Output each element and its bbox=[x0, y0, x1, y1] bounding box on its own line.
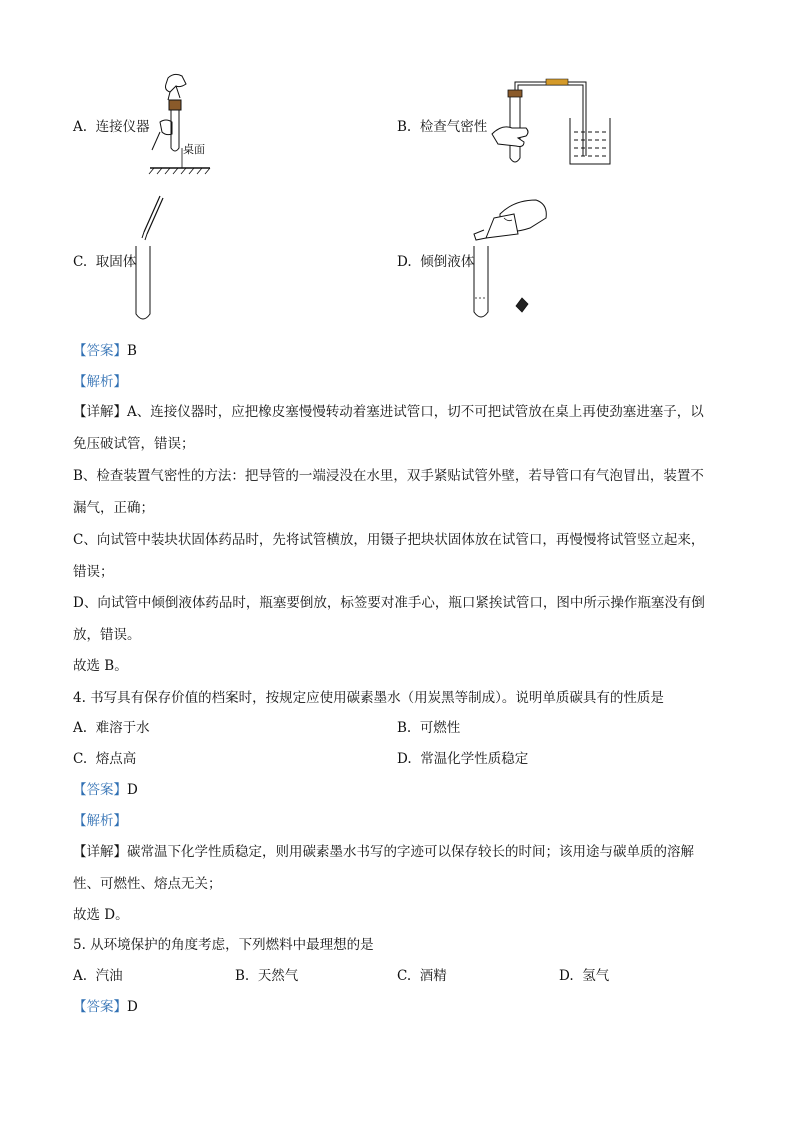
q3-detail-line-4: 漏气，正确； bbox=[73, 500, 154, 516]
option-text: 天然气 bbox=[257, 968, 299, 984]
option-text: 倾倒液体 bbox=[420, 254, 475, 270]
q3-option-d bbox=[397, 250, 474, 270]
q3-detail-line-8: 放，错误。 bbox=[73, 627, 141, 643]
option-text: 取固体 bbox=[95, 254, 137, 270]
q4-answer bbox=[73, 778, 138, 798]
option-text: 可燃性 bbox=[419, 720, 461, 736]
answer-value: D bbox=[127, 999, 138, 1015]
option-letter: B. bbox=[397, 119, 412, 135]
q4-option-d bbox=[397, 747, 528, 767]
q3-analysis-tag: 【解析】 bbox=[73, 374, 127, 390]
q3-detail-line-7: D、向试管中倾倒液体药品时，瓶塞要倒放，标签要对准手心，瓶口紧挨试管口，图中所示操作瓶塞没有倒 bbox=[73, 595, 705, 611]
option-letter: A. bbox=[73, 119, 88, 135]
q4-option-c bbox=[73, 747, 136, 767]
option-letter: A. bbox=[73, 968, 88, 984]
q3-option-c bbox=[73, 250, 136, 270]
q5-option-b bbox=[235, 964, 298, 984]
detail-text: A、连接仪器时，应把橡皮塞慢慢转动着塞进试管口，切不可把试管放在桌上再使劲塞进塞子，以 bbox=[127, 404, 704, 420]
option-letter: A. bbox=[73, 720, 88, 736]
q4-option-b bbox=[397, 716, 460, 736]
option-letter: D. bbox=[559, 968, 574, 984]
q5-stem: 5. 从环境保护的角度考虑，下列燃料中最理想的是 bbox=[73, 937, 374, 953]
option-letter: C. bbox=[73, 751, 88, 767]
q4-option-a bbox=[73, 716, 150, 736]
desk-label: 桌面 bbox=[183, 143, 205, 156]
option-text: 连接仪器 bbox=[95, 119, 150, 135]
answer-value: D bbox=[127, 782, 138, 798]
option-letter: B. bbox=[235, 968, 250, 984]
option-text: 难溶于水 bbox=[95, 720, 150, 736]
q3-detail-line-5: C、向试管中装块状固体药品时，先将试管横放，用镊子把块状固体放在试管口，再慢慢将试管竖立起来， bbox=[73, 532, 705, 548]
figure-pour-liquid bbox=[470, 194, 560, 322]
detail-tag: 【详解】 bbox=[73, 404, 127, 420]
q5-option-a bbox=[73, 964, 123, 984]
option-letter: C. bbox=[73, 254, 88, 270]
answer-tag: 【答案】 bbox=[73, 343, 127, 359]
figure-check-airtightness bbox=[488, 72, 618, 172]
option-text: 熔点高 bbox=[95, 751, 137, 767]
option-letter: D. bbox=[397, 751, 412, 767]
q3-detail-line-3: B、检查装置气密性的方法：把导管的一端浸没在水里，双手紧贴试管外壁，若导管口有气泡冒出，装置不 bbox=[73, 468, 704, 484]
answer-tag: 【答案】 bbox=[73, 782, 127, 798]
q3-option-b bbox=[397, 115, 487, 135]
q5-answer bbox=[73, 995, 138, 1015]
q5-option-d bbox=[559, 964, 609, 984]
option-letter: B. bbox=[397, 720, 412, 736]
q3-option-a bbox=[73, 115, 150, 135]
q3-detail-line-1 bbox=[73, 400, 704, 420]
detail-text: 碳常温下化学性质稳定，则用碳素墨水书写的字迹可以保存较长的时间；该用途与碳单质的溶解 bbox=[127, 844, 694, 860]
q4-stem: 4. 书写具有保存价值的档案时，按规定应使用碳素墨水（用炭黑等制成）。说明单质碳具有的性质是 bbox=[73, 690, 664, 706]
option-text: 检查气密性 bbox=[419, 119, 488, 135]
q5-option-c bbox=[397, 964, 447, 984]
q4-conclusion: 故选 D。 bbox=[73, 907, 129, 923]
q4-detail-line-1 bbox=[73, 840, 694, 860]
option-text: 酒精 bbox=[419, 968, 447, 984]
answer-tag: 【答案】 bbox=[73, 999, 127, 1015]
q4-detail-line-2: 性、可燃性、熔点无关； bbox=[73, 876, 222, 892]
detail-tag: 【详解】 bbox=[73, 844, 127, 860]
option-letter: D. bbox=[397, 254, 412, 270]
q3-answer bbox=[73, 339, 137, 359]
figure-connect-apparatus bbox=[140, 70, 220, 180]
option-text: 氢气 bbox=[582, 968, 610, 984]
option-text: 常温化学性质稳定 bbox=[420, 751, 529, 767]
q3-detail-line-6: 错误； bbox=[73, 564, 114, 580]
answer-value: B bbox=[127, 343, 137, 359]
q4-analysis-tag: 【解析】 bbox=[73, 813, 127, 829]
q3-detail-line-2: 免压破试管，错误； bbox=[73, 436, 195, 452]
option-text: 汽油 bbox=[95, 968, 123, 984]
q3-conclusion: 故选 B。 bbox=[73, 658, 128, 674]
option-letter: C. bbox=[397, 968, 412, 984]
